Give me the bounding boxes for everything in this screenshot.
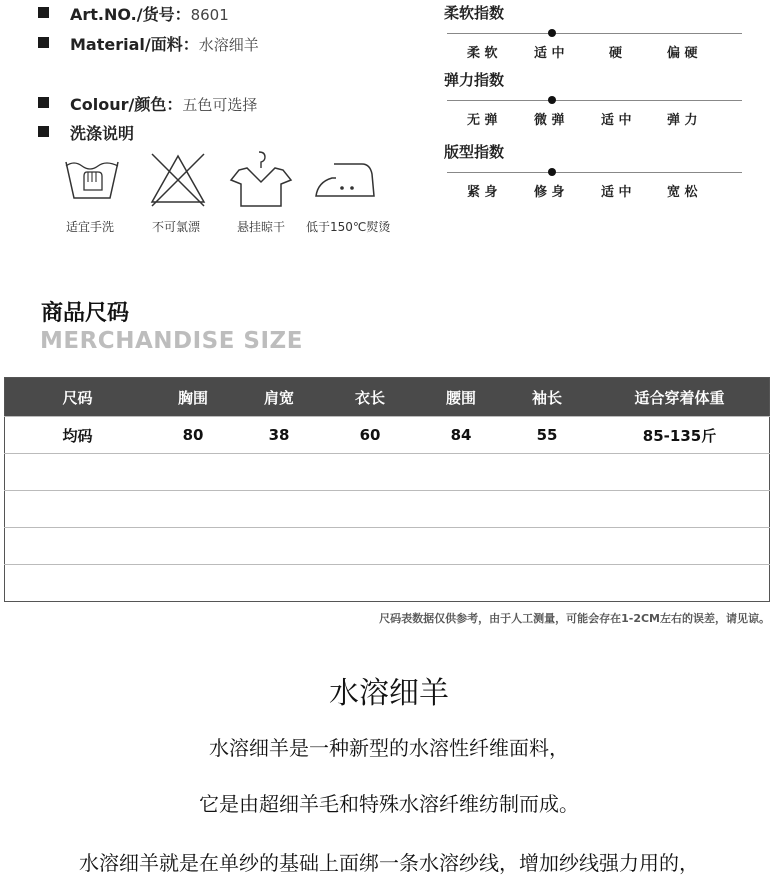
cell-length: 60: [322, 417, 418, 454]
art-no-row: Art.NO./货号：8601: [70, 5, 229, 24]
size-section-title: 商品尺码: [41, 301, 130, 326]
header-sleeve: 袖长: [504, 378, 590, 417]
fabric-description-line: 水溶细羊是一种新型的水溶性纤维面料，: [209, 736, 569, 760]
fit-marker: [548, 168, 556, 176]
no-bleach-icon: [148, 150, 208, 208]
size-section-subtitle: MERCHANDISE SIZE: [40, 328, 303, 354]
size-table-note: 尺码表数据仅供参考，由于人工测量，可能会存在1-2CM左右的误差，请见谅。: [379, 612, 770, 625]
table-row: [5, 417, 770, 454]
elasticity-option: 微 弹: [534, 113, 565, 128]
size-table-header: [5, 378, 770, 417]
table-row: [5, 491, 770, 528]
elasticity-scale-line: [447, 100, 742, 101]
fabric-description-line: 它是由超细羊毛和特殊水溶纤维纺制而成。: [199, 792, 579, 816]
fit-option: 修 身: [534, 185, 565, 200]
care-label-hang-dry: 悬挂晾干: [237, 220, 286, 234]
header-waist: 腰围: [418, 378, 504, 417]
table-row: [5, 454, 770, 491]
cell-weight: 85-135斤: [590, 417, 770, 454]
material-value: 水溶细羊: [198, 36, 259, 54]
care-label-no-bleach: 不可氯漂: [152, 220, 201, 234]
elasticity-marker: [548, 96, 556, 104]
iron-icon: [312, 158, 378, 202]
fit-index-title: 版型指数: [444, 143, 505, 161]
table-row: [5, 565, 770, 602]
header-chest: 胸围: [150, 378, 236, 417]
fit-option: 宽 松: [667, 185, 698, 200]
softness-option: 硬: [609, 46, 623, 61]
softness-option: 偏 硬: [667, 46, 698, 61]
softness-scale-line: [447, 33, 742, 34]
softness-option: 适 中: [534, 46, 565, 61]
header-weight: 适合穿着体重: [590, 378, 770, 417]
header-shoulder: 肩宽: [236, 378, 322, 417]
care-label-hand-wash: 适宜手洗: [66, 220, 115, 234]
bullet: [38, 37, 49, 48]
elasticity-index-title: 弹力指数: [444, 71, 505, 89]
cell-waist: 84: [418, 417, 504, 454]
softness-option: 柔 软: [467, 46, 498, 61]
hang-dry-icon: [229, 148, 293, 210]
header-length: 衣长: [322, 378, 418, 417]
fabric-title: 水溶细羊: [329, 676, 449, 711]
wash-instructions-label: 洗涤说明: [70, 124, 135, 143]
cell-size: 均码: [5, 417, 151, 454]
fit-option: 适 中: [601, 185, 632, 200]
elasticity-option: 适 中: [601, 113, 632, 128]
softness-marker: [548, 29, 556, 37]
art-no-value: 8601: [190, 6, 229, 24]
elasticity-option: 无 弹: [467, 113, 498, 128]
fabric-description-line: 水溶细羊就是在单纱的基础上面绑一条水溶纱线，增加纱线强力用的，: [79, 851, 699, 875]
fit-scale-line: [447, 172, 742, 173]
bullet: [38, 7, 49, 18]
colour-row: Colour/颜色：五色可选择: [70, 95, 258, 114]
fit-option: 紧 身: [467, 185, 498, 200]
size-table: [4, 377, 770, 602]
care-label-iron: 低于150℃熨烫: [306, 220, 391, 234]
table-row: [5, 528, 770, 565]
cell-sleeve: 55: [504, 417, 590, 454]
bullet: [38, 126, 49, 137]
cell-chest: 80: [150, 417, 236, 454]
cell-shoulder: 38: [236, 417, 322, 454]
bullet: [38, 97, 49, 108]
elasticity-option: 弹 力: [667, 113, 698, 128]
hand-wash-icon: [62, 152, 122, 208]
colour-value: 五色可选择: [182, 96, 258, 114]
header-size: 尺码: [5, 378, 151, 417]
softness-index-title: 柔软指数: [444, 4, 505, 22]
material-row: Material/面料：水溶细羊: [70, 35, 259, 54]
